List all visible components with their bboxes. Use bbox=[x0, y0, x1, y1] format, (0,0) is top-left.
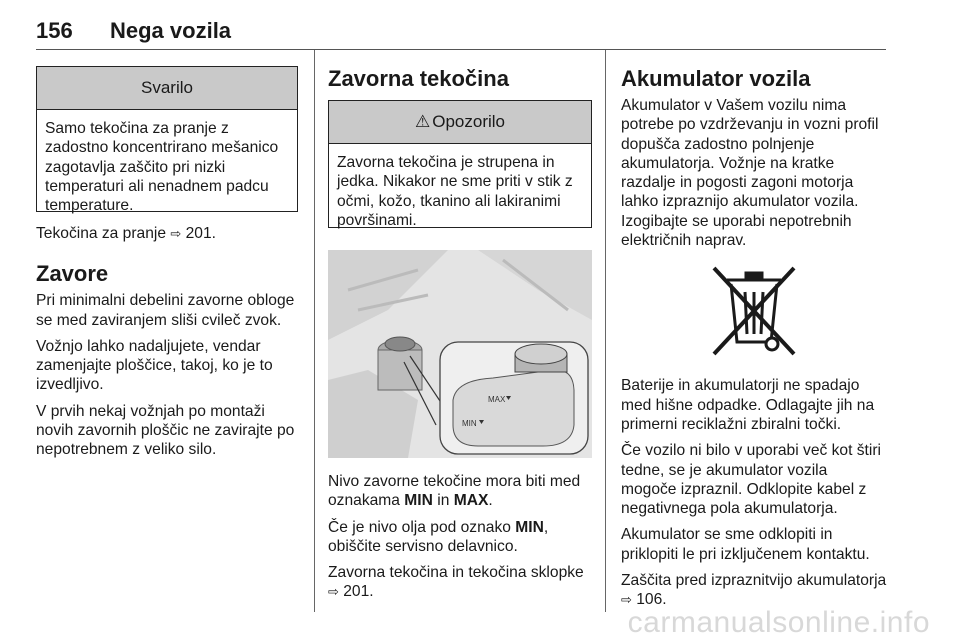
header-rule bbox=[36, 49, 886, 50]
column-1 bbox=[36, 66, 298, 467]
fluid-below-min-text: Če je nivo olja pod oznako MIN, obiščite servisno delavnico. bbox=[328, 518, 549, 555]
column-divider-2 bbox=[605, 50, 606, 612]
washer-fluid-reference-page[interactable]: 201. bbox=[185, 225, 216, 242]
watermark: carmanualsonline.info bbox=[627, 606, 930, 639]
section-heading-brake-fluid: Zavorna tekočina bbox=[328, 66, 509, 91]
fluid-level-text: Nivo zavorne tekočine mora biti med oznakama MIN in MAX. bbox=[328, 473, 581, 510]
battery-intro-text: Akumulator v Vašem vozilu nima potrebe po vzdrževanju in vozni profil dopušča zadostno polnjenje akumulatorja. Vožnje na kratke razdalje in pogosti zagoni motorja lahko izpraznijo akumulator vozila. Izogibajte se uporabi nepotrebnih električnih naprav. bbox=[621, 97, 879, 250]
caution-box-title: ⚠ Opozorilo bbox=[329, 101, 591, 144]
battery-unused-text: Če vozilo ni bilo v uporabi več kot štiri tedne, se je akumulator vozila mogoče izpraznil. Odklopite kabel z negativnega pola akumulatorja. bbox=[621, 442, 882, 518]
brake-clutch-fluid-reference-page[interactable]: 201. bbox=[343, 583, 374, 601]
brakes-paragraph: Vožnjo lahko nadaljujete, vendar zamenjajte ploščice, takoj, ko je to izvedljivo. bbox=[36, 337, 273, 394]
warning-box-text: Samo tekočina za pranje z zadostno koncentrirano mešanico zagotavlja zaščito pri nizki temperaturi ali nenadnem padcu temperature. bbox=[45, 120, 279, 215]
page-number: 156 bbox=[36, 18, 73, 43]
caution-box bbox=[328, 100, 592, 228]
page-title: Nega vozila bbox=[110, 18, 232, 43]
warning-box bbox=[36, 66, 298, 215]
crossed-out-wheelie-bin-icon bbox=[704, 260, 804, 360]
brake-clutch-fluid-reference: Zavorna tekočina in tekočina sklopke ⇨ 201. bbox=[328, 564, 584, 601]
warning-triangle-icon: ⚠ bbox=[414, 112, 431, 131]
column-2 bbox=[328, 66, 592, 609]
brake-fluid-reservoir-illustration bbox=[328, 250, 592, 458]
washer-fluid-reference: Tekočina za pranje ⇨ 201. bbox=[36, 225, 216, 242]
column-3 bbox=[621, 66, 887, 617]
page-reference-arrow-icon: ⇨ bbox=[170, 226, 182, 241]
section-heading-battery: Akumulator vozila bbox=[621, 66, 811, 91]
page-reference-arrow-icon: ⇨ bbox=[328, 584, 339, 600]
brakes-paragraph: V prvih nekaj vožnjah po montaži novih zavornih ploščic ne zavirajte po nepotrebnem z veliko silo. bbox=[36, 402, 295, 459]
reservoir-min-label: MIN bbox=[462, 419, 477, 428]
reservoir-max-label: MAX bbox=[488, 395, 506, 404]
battery-disposal-text: Baterije in akumulatorji ne spadajo med hišne odpadke. Odlagajte jih na primerni reciklažni zbiralni točki. bbox=[621, 377, 875, 433]
battery-connect-text: Akumulator se sme odklopiti in priklopiti le pri izklјučenem kontaktu. bbox=[621, 526, 870, 563]
battery-protection-reference-page[interactable]: 106. bbox=[636, 591, 667, 609]
page-reference-arrow-icon: ⇨ bbox=[621, 592, 632, 608]
column-divider-1 bbox=[314, 50, 315, 612]
caution-box-text: Zavorna tekočina je strupena in jedka. Nikakor ne sme priti v stik z očmi, kožo, tkanino ali lakiranimi površinami. bbox=[337, 154, 573, 229]
section-heading-brakes: Zavore bbox=[36, 261, 109, 287]
warning-box-title: Svarilo bbox=[37, 67, 297, 110]
brakes-paragraph: Pri minimalni debelini zavorne obloge se med zaviranjem sliši cvileč zvok. bbox=[36, 292, 295, 329]
battery-protection-reference: Zaščita pred izpraznitvijo akumulatorja ⇨ 106. bbox=[621, 572, 887, 609]
